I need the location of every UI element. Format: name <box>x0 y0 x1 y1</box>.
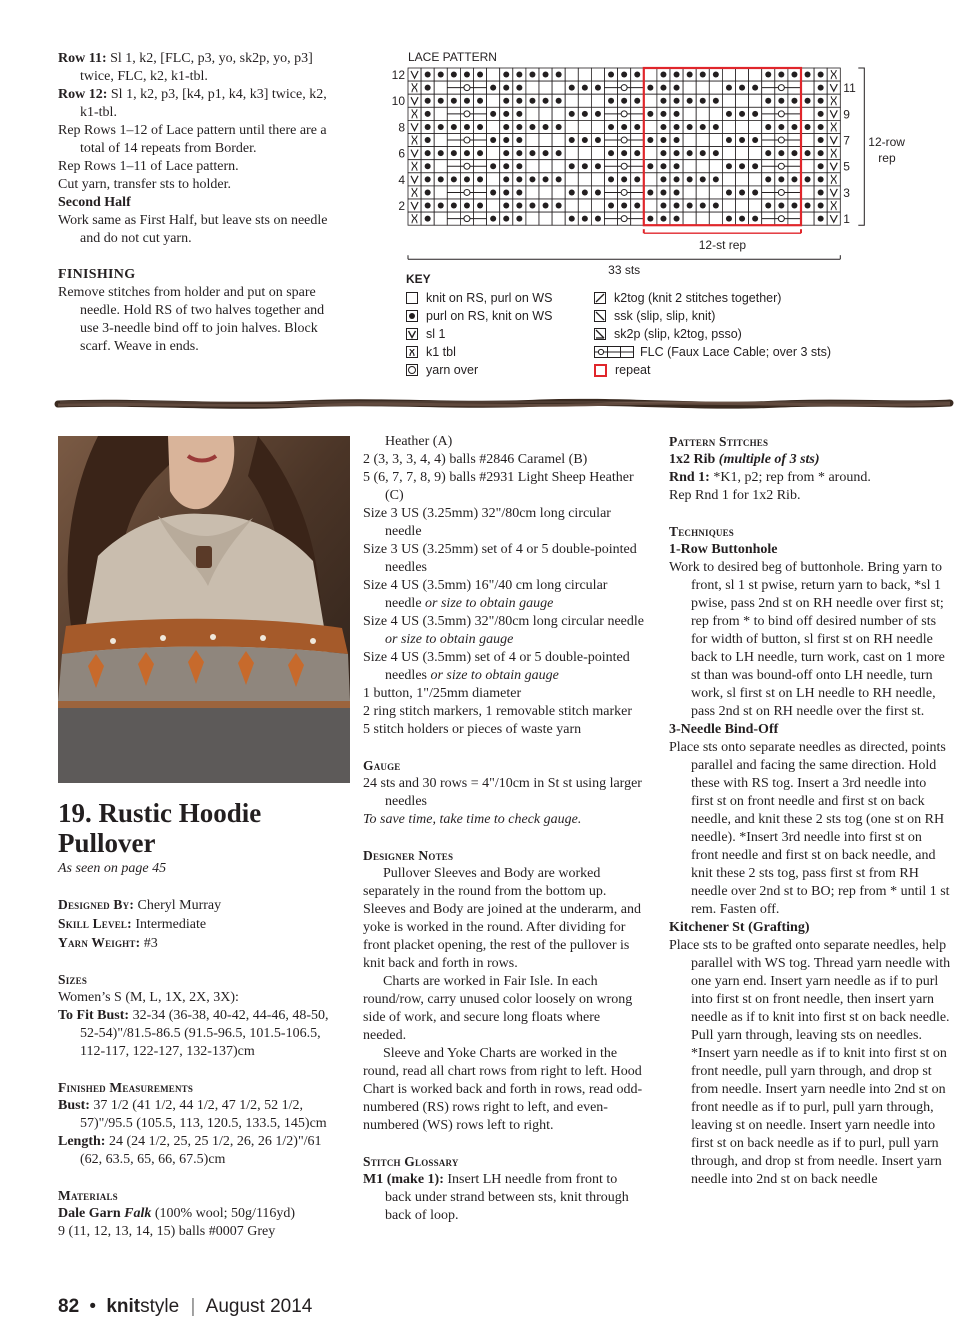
designer-note-2: Charts are worked in Fair Isle. In each round/row, carry unused color loosely on wrong side of work, and secure long floats where needed. <box>363 974 633 1043</box>
footer-bullet: • <box>89 1296 97 1317</box>
total-stitches-label: 33 sts <box>608 263 641 274</box>
material-button: 1 button, 1"/25mm diameter <box>363 686 522 701</box>
k2tog-icon <box>594 292 606 304</box>
left-row-number: 2 <box>398 199 405 213</box>
right-row-number: 11 <box>843 81 856 96</box>
pattern-stitches-heading: Pattern Stitches <box>669 434 769 449</box>
material-needle-1: Size 3 US (3.25mm) 32"/80cm long circular needle <box>363 506 611 539</box>
right-row-number: 1 <box>843 212 850 227</box>
key-title: KEY <box>406 272 431 286</box>
material-needle-4: Size 4 US (3.5mm) 32"/80cm long circular needle or size to obtain gauge <box>363 614 644 647</box>
seen-on-page: As seen on page 45 <box>58 861 167 876</box>
gauge-note: To save time, take time to check gauge. <box>363 812 582 827</box>
k1tbl-icon <box>406 346 418 358</box>
right-row-number: 5 <box>843 159 850 174</box>
ssk-icon <box>594 310 606 322</box>
issue-date: August 2014 <box>205 1296 313 1317</box>
repeat-instruction-2: Rep Rows 1–11 of Lace pattern. <box>58 159 239 174</box>
purl-dot-icon <box>406 310 418 322</box>
sizes-text: Women’s S (M, L, 1X, 2X, 3X): <box>58 990 239 1005</box>
bind-off-text: Place sts onto separate needles as directed, points parallel and facing the same direction. Hold these with RS tog. Insert a 3rd needle into first st on front needle and first st on back needle, and knit these 2 sts tog (one st on RH needle). *Insert 3rd needle into first st on front needle and first st on back needle, and knit these 2 sts tog, pass first st from RH needle over 2nd st to BO; rep from * until 1 st rem. Fasten off. <box>669 740 950 917</box>
key-item-k2tog: k2tog (knit 2 stitches together) <box>594 290 781 306</box>
right-row-number: 3 <box>843 185 850 200</box>
buttonhole-text: Work to desired beg of buttonhole. Bring yarn to front, sl 1 st pwise, return yarn to back, *sl 1 pwise, pass 2nd st on RH needle over first st; rep from * to bind off desired number of sts for width of button, sl first st on RH needle back to LH needle, turn work, cast on 1 more st than was bound-off onto LH needle, turn work, sl first st on LH needle to RH needle, pass 2nd st on RH needle over the first st. <box>669 560 945 719</box>
lace-pattern-chart <box>386 64 906 274</box>
material-color-a-cont: Heather (A) <box>385 434 453 449</box>
second-half-text: Work same as First Half, but leave sts on needle and do not cut yarn. <box>58 213 328 246</box>
left-row-number: 10 <box>391 94 405 109</box>
bind-off-heading: 3-Needle Bind-Off <box>669 722 779 737</box>
key-item-k1tbl: k1 tbl <box>406 344 456 360</box>
materials-color-a: 9 (11, 12, 13, 14, 15) balls #0007 Grey <box>58 1224 276 1239</box>
left-row-number: 4 <box>398 172 405 187</box>
key-item-sk2p: sk2p (slip, k2tog, psso) <box>594 326 742 342</box>
fit-bust: To Fit Bust: 32-34 (36-38, 40-42, 44-46, 48-50, 52-54)"/81.5-86.5 (91.5-96.5, 101.5-106.5, 112-117, 122-127, 132-137)cm <box>58 1008 329 1059</box>
magazine-brand: knitstyle <box>106 1296 180 1317</box>
repeat-instruction-1: Rep Rows 1–12 of Lace pattern until there are a total of 14 repeats from Border. <box>58 123 327 156</box>
right-column <box>669 433 951 1189</box>
material-color-b: 2 (3, 3, 3, 4, 4) balls #2846 Caramel (B) <box>363 452 588 467</box>
second-half-heading: Second Half <box>58 195 131 210</box>
material-needle-5: Size 4 US (3.5mm) set of 4 or 5 double-pointed needles or size to obtain gauge <box>363 650 630 683</box>
pullover-photo <box>58 436 350 783</box>
left-row-number: 6 <box>398 146 405 161</box>
middle-column <box>363 433 645 1225</box>
lace-pattern-title: LACE PATTERN <box>408 50 497 64</box>
material-needle-3: Size 4 US (3.5mm) 16"/40 cm long circular needle or size to obtain gauge <box>363 578 608 611</box>
gauge-heading: Gauge <box>363 758 401 773</box>
skill-level: Skill Level: Intermediate <box>58 916 207 932</box>
techniques-heading: Techniques <box>669 524 735 539</box>
stitch-repeat-label: 12-st rep <box>698 238 747 253</box>
page-number: 82 <box>58 1296 80 1317</box>
repeat-box-icon <box>594 364 607 377</box>
key-item-ssk: ssk (slip, slip, knit) <box>594 308 715 324</box>
slip-v-icon <box>406 328 418 340</box>
materials-heading: Materials <box>58 1188 118 1203</box>
sizes-heading: Sizes <box>58 972 88 987</box>
flc-icon <box>594 346 634 358</box>
pattern-title: 19. Rustic Hoodie Pullover <box>58 798 262 858</box>
designer-note-3: Sleeve and Yoke Charts are worked in the round, read all chart rows from right to left. Hood Chart is worked back and forth in rows, read odd-numbered (RS) rows right to left, and even-numbered (WS) rows left to right. <box>363 1046 643 1133</box>
key-item-repeat: repeat <box>594 362 650 378</box>
pattern-info-column <box>58 798 340 1241</box>
kitchener-text: Place sts to be grafted onto separate needles, help parallel with WS tog. Thread yarn needle with one yarn end. Insert yarn needle as if to purl into first st on front needle, then insert yarn needle as if to knit into first st on back needle. Pull yarn through, leaving sts on needles. *Insert yarn needle as if to knit into first st on front needle, pull yarn through, and drop st from needle. Insert yarn needle into 2nd st on front needle as if to purl, pull yarn through, leaving st on needle. Insert yarn needle into first st on back needle as if to purl, pull yarn through, and drop st from needle. Insert yarn needle into 2nd st on back needle <box>669 938 951 1187</box>
material-needle-2: Size 3 US (3.25mm) set of 4 or 5 double-pointed needles <box>363 542 637 575</box>
gauge-text: 24 sts and 30 rows = 4"/10cm in St st using larger needles <box>363 776 642 809</box>
designed-by: Designed By: Cheryl Murray <box>58 897 222 913</box>
material-color-c: 5 (6, 7, 7, 8, 9) balls #2931 Light Sheep Heather (C) <box>363 470 634 503</box>
rib-heading: 1x2 Rib (multiple of 3 sts) <box>669 452 820 467</box>
bust-measurement: Bust: 37 1/2 (41 1/2, 44 1/2, 47 1/2, 52 1/2, 57)"/95.5 (105.5, 113, 120.5, 133.5, 145)cm <box>58 1098 327 1131</box>
kitchener-heading: Kitchener St (Grafting) <box>669 920 810 935</box>
finishing-text: Remove stitches from holder and put on spare needle. Hold RS of two halves together and use 3-needle bind off to join halves. Block scarf. Weave in ends. <box>58 285 325 354</box>
right-row-number: 9 <box>843 107 850 122</box>
row-12-instruction: Row 12: Sl 1, k2, p3, [k4, p1, k4, k3] twice, k2, k1-tbl. <box>58 87 327 120</box>
stitch-glossary-heading: Stitch Glossary <box>363 1154 459 1169</box>
footer-separator: | <box>190 1296 196 1317</box>
m1-definition: M1 (make 1): Insert LH needle from front to back under strand between sts, knit through back of loop. <box>363 1172 629 1223</box>
rep-rnd: Rep Rnd 1 for 1x2 Rib. <box>669 488 801 503</box>
material-holders: 5 stitch holders or pieces of waste yarn <box>363 722 582 737</box>
yarn-strand-divider <box>0 392 960 418</box>
designer-note-1: Pullover Sleeves and Body are worked separately in the round from the bottom up. Sleeves and Body are joined at the underarm, and yoke is worked in the round. After dividing for front placket opening, the rest of the pullover is knit back and forth in rows. <box>363 866 641 971</box>
right-row-number: 7 <box>843 133 850 148</box>
top-left-column <box>58 50 338 356</box>
key-item-purl: purl on RS, knit on WS <box>406 308 552 324</box>
key-item-yarn-over: yarn over <box>406 362 478 378</box>
key-item-slip: sl 1 <box>406 326 445 342</box>
length-measurement: Length: 24 (24 1/2, 25, 25 1/2, 26, 26 1/2)"/61 (62, 63.5, 65, 66, 67.5)cm <box>58 1134 322 1167</box>
left-row-number: 12 <box>391 68 405 82</box>
row-repeat-label: 12-row <box>868 135 905 149</box>
cut-yarn-instruction: Cut yarn, transfer sts to holder. <box>58 177 232 192</box>
knit-square-icon <box>406 292 418 304</box>
page-footer <box>58 1296 312 1318</box>
key-item-knit: knit on RS, purl on WS <box>406 290 552 306</box>
key-item-flc: FLC (Faux Lace Cable; over 3 sts) <box>594 344 831 360</box>
designer-notes-heading: Designer Notes <box>363 848 454 863</box>
yarn-weight: Yarn Weight: #3 <box>58 935 158 951</box>
row-11-instruction: Row 11: Sl 1, k2, [FLC, p3, yo, sk2p, yo, p3] twice, FLC, k2, k1-tbl. <box>58 51 313 84</box>
yarn-over-icon <box>406 364 418 376</box>
materials-yarn: Dale Garn Falk (100% wool; 50g/116yd) <box>58 1206 296 1221</box>
material-markers: 2 ring stitch markers, 1 removable stitch marker <box>363 704 633 719</box>
finishing-heading: FINISHING <box>58 267 136 282</box>
sk2p-icon <box>594 328 606 340</box>
finished-measurements-heading: Finished Measurements <box>58 1080 194 1095</box>
rnd-1: Rnd 1: *K1, p2; rep from * around. <box>669 470 871 485</box>
left-row-number: 8 <box>398 120 405 135</box>
row-repeat-label-2: rep <box>878 151 896 165</box>
buttonhole-heading: 1-Row Buttonhole <box>669 542 778 557</box>
